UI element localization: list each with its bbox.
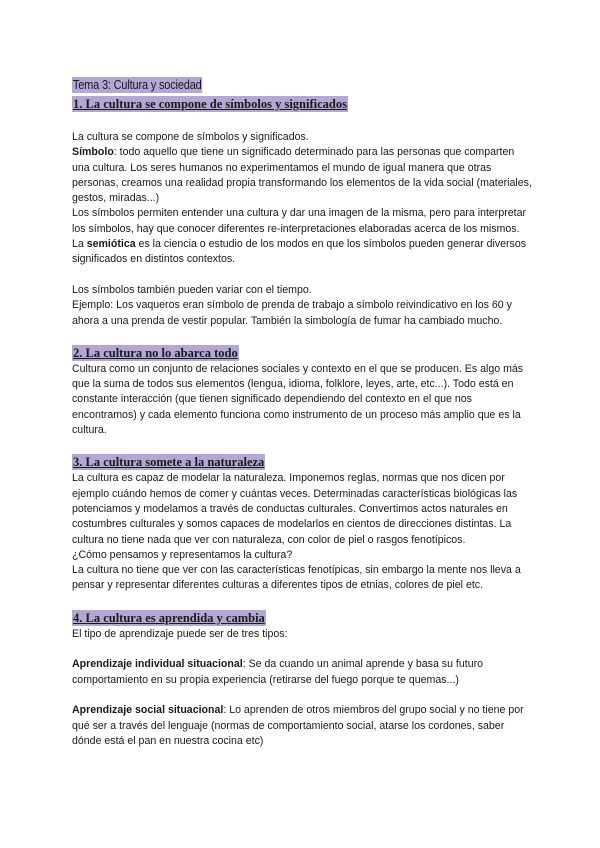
s3-paragraph-3: La cultura no tiene que ver con las características fenotípicas, sin embargo la mente nos lleva a pensar y representar diferentes culturas a diferentes tipos de etnias, colores de piel etc. [72,564,521,592]
section-4-heading: 4. La cultura es aprendida y cambia [73,610,265,625]
document-page [72,76,534,749]
section-2-heading: 2. La cultura no lo abarca todo [73,345,238,360]
s4-item-individual [72,657,534,688]
simbolo-label: Símbolo [72,146,114,159]
s3-paragraph-2: ¿Cómo pensamos y representamos la cultura? [72,548,293,561]
individual-label: Aprendizaje individual situacional [72,658,243,671]
s1-paragraph-1: La cultura se compone de símbolos y significados. [72,131,309,143]
s1-paragraph-4: Los símbolos también pueden variar con el tiempo. [72,283,312,296]
section-3-heading: 3. La cultura somete a la naturaleza [73,455,265,470]
s4-paragraph-1: El tipo de aprendizaje puede ser de tres tipos: [72,627,288,640]
s1-paragraph-5: Ejemplo: Los vaqueros eran símbolo de prenda de trabajo a símbolo reivindicativo en los 60 y ahora a una prenda de vestir popular. También la simbología de fumar ha cambiado mucho. [72,299,512,327]
s4-item-social [72,703,534,749]
section-1-heading: 1. La cultura se compone de símbolos y significados [73,97,347,111]
s1-paragraph-3 [72,206,534,267]
simbolo-text: : todo aquello que tiene un significado determinado para las personas que comparten una cultura. Los seres humanos no experimentamos el mundo de igual manera que otras personas, creamos una realidad propia transformando los elementos de la vida social (materiales, gestos, miradas...) [72,146,532,205]
s3-paragraph-1: La cultura es capaz de modelar la naturaleza. Imponemos reglas, normas que nos dicen por ejemplo cuándo hemos de comer y cuántas veces. Determinadas características biológicas las potenciamos y modelamos a través de conductas culturales. Convertimos actos naturales en costumbres culturales y somos capaces de modelarlos en cientos de direcciones distintas. La cultura no tiene nada que ver con naturaleza, con color de piel o rasgos fenotípicos. [72,472,518,546]
document-title: Tema 3: Cultura y sociedad [72,78,202,92]
social-label: Aprendizaje social situacional [72,704,224,717]
semiotica-label: semiótica [86,238,136,251]
s1-paragraph-2 [72,145,534,206]
individual-text: : Se da cuando un animal aprende y basa su futuro comportamiento en su propia experiencia (retirarse del fuego porque te quemas...) [72,658,484,686]
s1-p3-b: es la ciencia o estudio de los modos en que los símbolos pueden generar diversos significados en distintos contextos. [72,238,527,266]
s2-paragraph-1: Cultura como un conjunto de relaciones sociales y contexto en el que se producen. Es algo más que la suma de todos sus elementos (lengua, idioma, folklore, leyes, arte, etc...). Todo está en constante interacción (que tienen significado dependiendo del contexto en el que nos encontramos) y cada elemento funciona como instrumento de un proceso más amplio que es la cultura. [72,362,524,437]
social-text: : Lo aprenden de otros miembros del grupo social y no tiene por qué ser a través del lenguaje (normas de comportamiento social, atarse los cordones, saber dónde está el pan en nuestra cocina etc) [72,704,524,747]
s1-p3-a: Los símbolos permiten entender una cultura y dar una imagen de la misma, pero para interpretar los símbolos, hay que conocer diferentes re-interpretaciones elaboradas acerca de los mismos. La [72,207,527,251]
